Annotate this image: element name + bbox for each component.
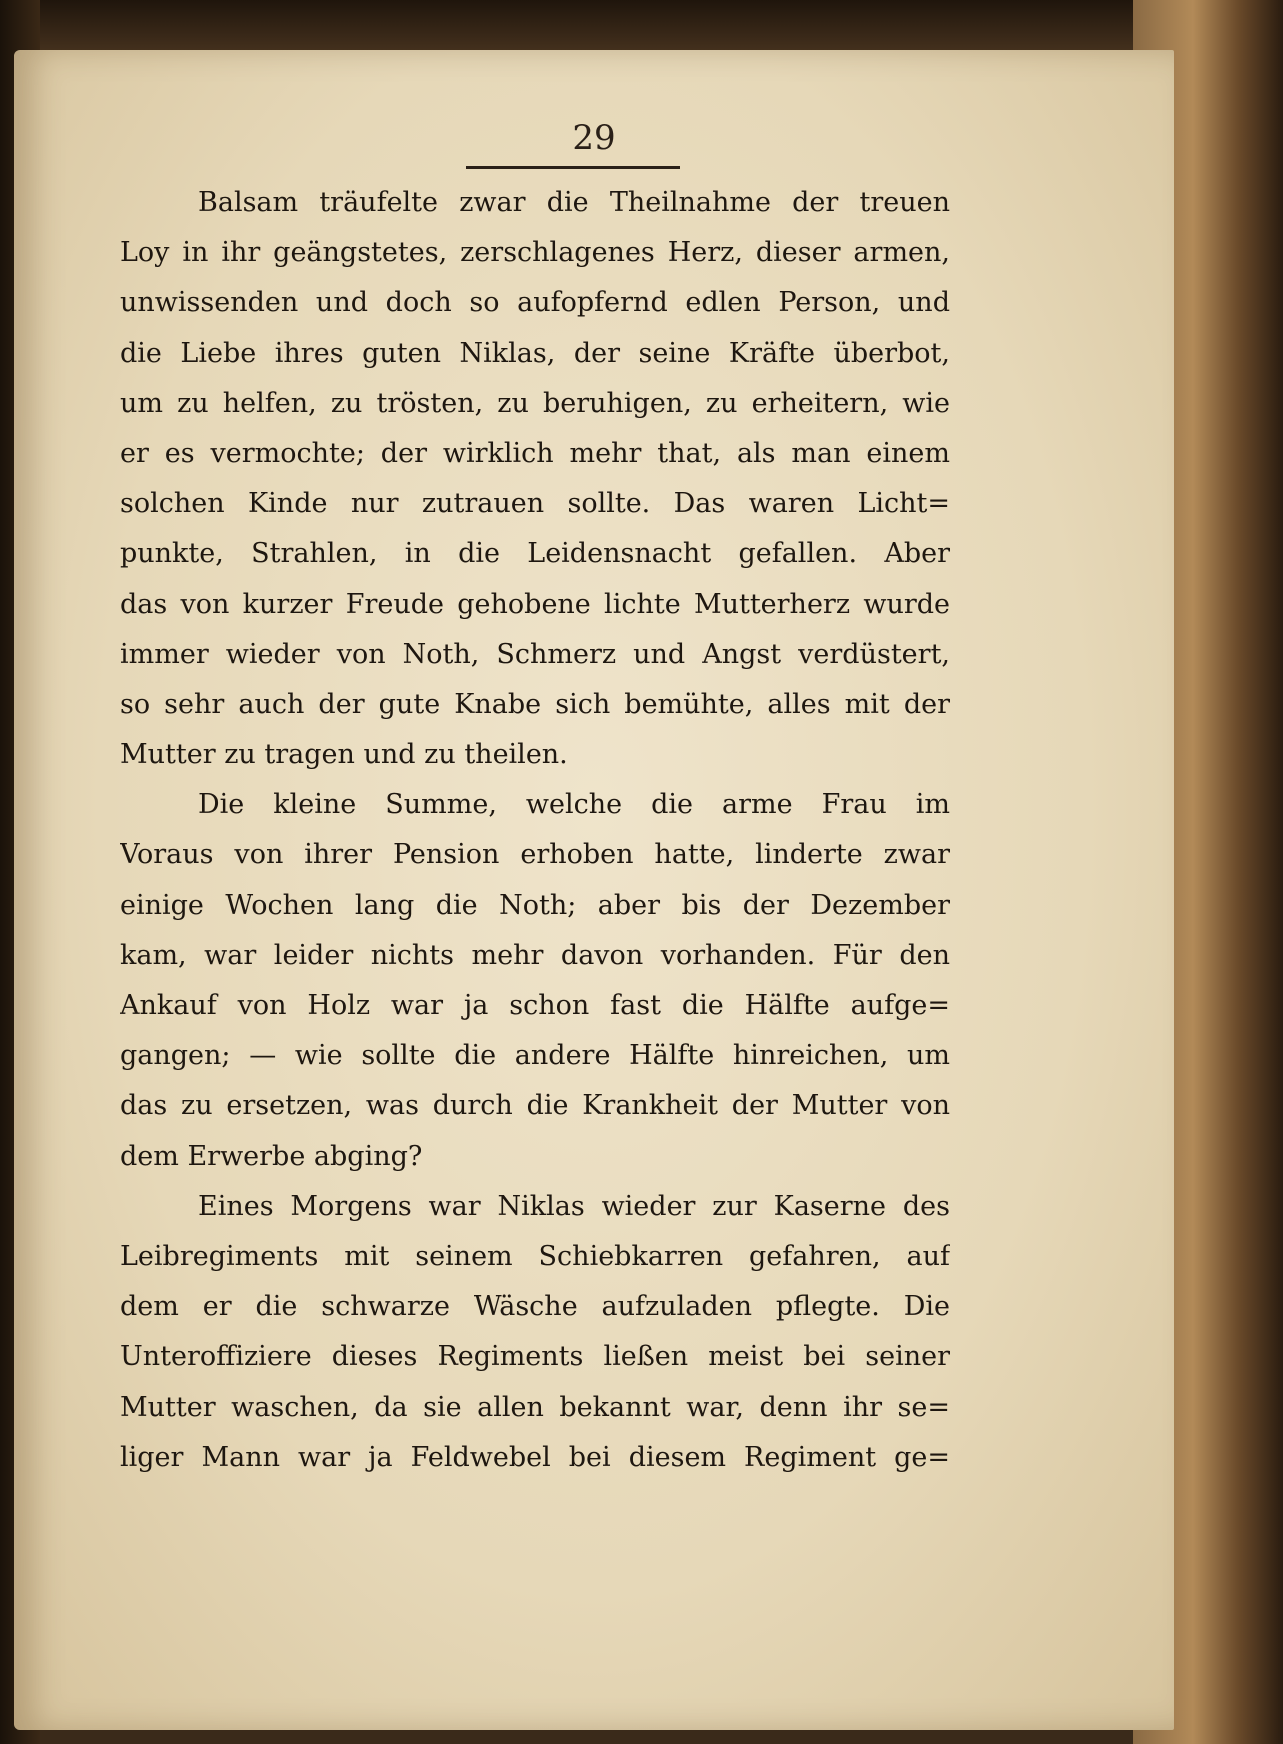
text-line: immer wieder von Noth, Schmerz und Angst verdüstert, [120,638,950,670]
text-line: Leibregiments mit seinem Schiebkarren gefahren, auf [120,1240,950,1272]
text-line: kam, war leider nichts mehr davon vorhanden. Für den [120,939,950,971]
text-line: solchen Kinde nur zutrauen sollte. Das waren Licht= [120,488,950,520]
page-number: 29 [572,118,616,158]
text-line: dem er die schwarze Wäsche aufzuladen pflegte. Die [120,1291,950,1323]
header-rule [466,166,680,169]
text-line: liger Mann war ja Feldwebel bei diesem Regiment ge= [120,1441,950,1473]
text-line: dem Erwerbe abging? [120,1140,423,1172]
text-line: das von kurzer Freude gehobene lichte Mutterherz wurde [120,588,950,620]
text-line: Ankauf von Holz war ja schon fast die Hälfte aufge= [120,990,950,1021]
text-line: Die kleine Summe, welche die arme Frau im [198,789,950,821]
text-line: Voraus von ihrer Pension erhoben hatte, linderte zwar [120,839,950,871]
text-line: Mutter zu tragen und zu theilen. [120,739,568,771]
text-line: gangen; — wie sollte die andere Hälfte hinreichen, um [120,1040,950,1072]
text-line: das zu ersetzen, was durch die Krankheit der Mutter von [120,1090,950,1122]
text-line: so sehr auch der gute Knabe sich bemühte, alles mit der [120,688,950,720]
text-line: Eines Morgens war Niklas wieder zur Kaserne des [198,1190,950,1222]
text-line: um zu helfen, zu trösten, zu beruhigen, zu erheitern, wie [120,387,950,419]
page-body [120,178,950,1483]
text-line: unwissenden und doch so aufopfernd edlen Person, und [120,287,950,319]
text-line: punkte, Strahlen, in die Leidensnacht gefallen. Aber [120,538,950,570]
text-line: Balsam träufelte zwar die Theilnahme der treuen [198,187,950,218]
text-line: Loy in ihr geängstetes, zerschlagenes Herz, dieser armen, [120,237,950,269]
text-line: Mutter waschen, da sie allen bekannt war, denn ihr se= [120,1391,950,1423]
text-line: einige Wochen lang die Noth; aber bis der Dezember [120,889,950,921]
book-page [14,50,1174,1730]
text-line: die Liebe ihres guten Niklas, der seine Kräfte überbot, [120,337,950,369]
text-line: er es vermochte; der wirklich mehr that, als man einem [120,437,950,469]
text-line: Unteroffiziere dieses Regiments ließen meist bei seiner [120,1341,950,1373]
